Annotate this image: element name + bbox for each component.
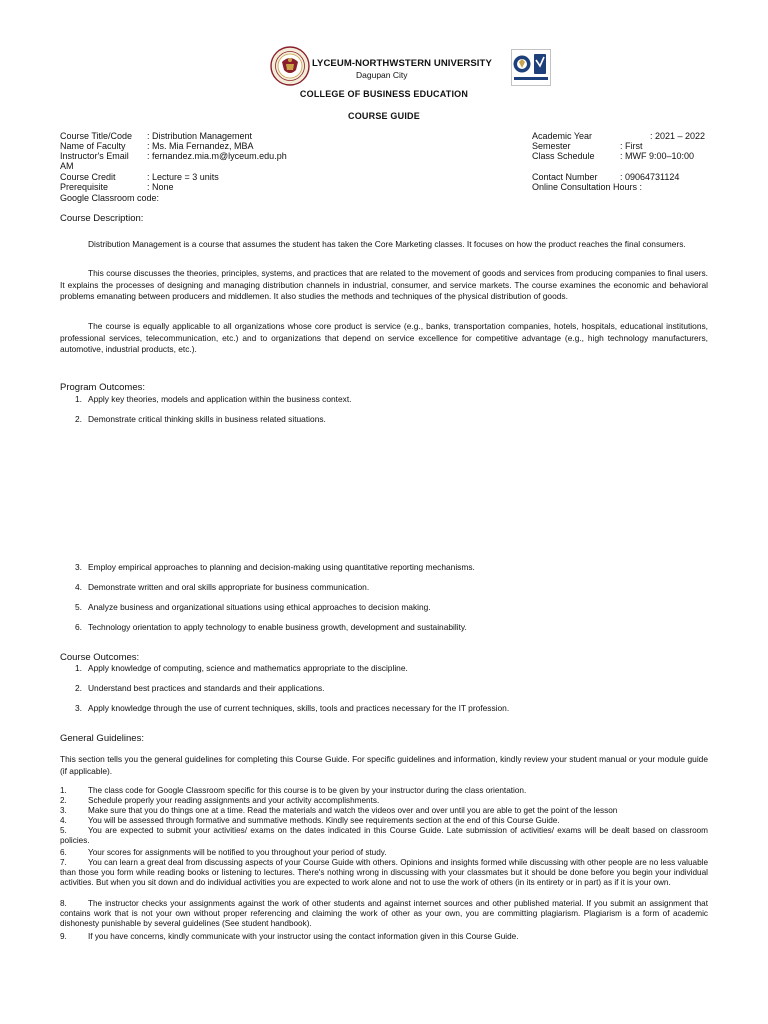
guideline-item: 8. The instructor checks your assignments against the work of other students and against internet sources and other published material. If you submit an assignment that contains work that is not your own without proper referencing and claiming the work of other as your own, you are committing plagiarism. Plagiarism is a form of academic dishonesty punishable by several guidelines (See student handbook). bbox=[60, 899, 708, 928]
course-outcomes-title: Course Outcomes: bbox=[60, 652, 140, 663]
course-description-title: Course Description: bbox=[60, 213, 144, 224]
guidelines-intro: This section tells you the general guidelines for completing this Course Guide. For specific guidelines and information, kindly review your student manual or your module guide (if applicable). bbox=[60, 754, 708, 776]
guideline-item: 3. Make sure that you do things one at a time. Read the materials and watch the videos over and over until you are able to get the point of the lesson bbox=[60, 806, 618, 815]
guideline-item: 1. The class code for Google Classroom specific for this course is to be given by your instructor during the class orientation. bbox=[60, 786, 527, 795]
list-item: 2. Understand best practices and standards and their applications. bbox=[75, 683, 325, 693]
guideline-item: 7. You can learn a great deal from discussing aspects of your Course Guide with others. Opinions and insights formed while discussing with other people are no less valuable than those you form while reading books or listening to lectures. There's nothing wrong in discussing with your classmates but it should be done before you begin your individual activities. But when you sit down and do individual activities you are expected to work alone and not to use the work of others (in its entirety or in part) as if it is your own. bbox=[60, 858, 708, 887]
university-name: LYCEUM-NORTHWSTERN UNIVERSITY bbox=[312, 58, 492, 69]
course-guide-page: LYCEUM-NORTHWSTERN UNIVERSITY Dagupan City COLLEGE OF BUSINESS EDUCATION COURSE GUIDE Course Title/Code : Distribution Management Name of Faculty : Ms. Mia Fernandez, MBA Instructor's Email : fernandez.mia.m@lyceum.edu.ph AM Course Credit : Lecture = 3 units Prerequisite : None Google Classroom code: Academic Year : 2021 – 2022 Semester : First Class Schedule : MWF 9:00–10:00 Contact Number : 09064731124 Online Consultation Hours : Course Description: Distribution Management is a course that assumes the student has taken the Core Marketing classes. It focuses on how the product reaches the final consumers. This course discusses the theories, principles, systems, and practices that are related to the movement of goods and services from producing companies to final users. It explains the processes of designing and managing distribution channels in industrial, consumer, and service markets. The course examines the economic and behavioral problems emanating between producers and middlemen. It also studies the methods and techniques of the physical distribution of goods. The course is equally applicable to all organizations whose core product is service (e.g., banks, transportation companies, hotels, hospitals, educational institutions, professional services, telecommunication, etc.) and to organizations that depend on service excellence for competitive advantage (e.g., high technology manufacturers, automotive, industrial products, etc.). Program Outcomes: 1. Apply key theories, models and application within the business context. 2. Demonstrate critical thinking skills in business related situations. 3. Employ empirical approaches to planning and decision-making using quantitative reporting mechanisms. 4. Demonstrate written and oral skills appropriate for business communication. 5. Analyze business and organizational situations using ethical approaches to decision making. 6. Technology orientation to apply technology to enable business growth, development and sustainability. Course Outcomes: 1. Apply knowledge of computing, science and mathematics appropriate to the discipline. 2. Understand best practices and standards and their applications. 3. Apply knowledge through the use of current techniques, skills, tools and practices necessary for the IT profession. General Guidelines: This section tells you the general guidelines for completing this Course Guide. For specific guidelines and information, kindly review your student manual or your module guide (if applicable). 1. The class code for Google Classroom specific for this course is to be given by your instructor during the class orientation. 2. Schedule properly your reading assignments and your activity accomplishments. 3. Make sure that you do things one at a time. Read the materials and watch the videos over and over until you are able to get the point of the lesson 4. You will be assessed through formative and summative methods. Kindly see requirements section at the end of this Course Guide. 5. You are expected to submit your activities/ exams on the dates indicated in this Course Guide. Late submission of activities/ exams will be dealt based on classroom policies. 6. Your scores for assignments will be notified to you throughout your period of study. 7. You can learn a great deal from discussing aspects of your Course Guide with others. Opinions and insights formed while discussing with other people are no less valuable than those you form while reading books or listening to lectures. There's nothing wrong in discussing with your classmates but it should be done before you begin your individual activities. But when you sit down and do individual activities you are expected to work alone and not to use the work of others (in its entirety or in part) as if it is your own. 8. The instructor checks your assignments against the work of other students and against internet sources and other published material. If you submit an assignment that contains work that is not your own without proper referencing and claiming the work of other as your own, you are committing plagiarism. Plagiarism is a form of academic dishonesty punishable by several guidelines (See student handbook). 9. If you have concerns, kindly communicate with your instructor using the contact information given in this Course Guide. bbox=[0, 0, 768, 1024]
guideline-item: 4. You will be assessed through formative and summative methods. Kindly see requirements section at the end of this Course Guide. bbox=[60, 816, 560, 825]
guideline-item: 6. Your scores for assignments will be notified to you throughout your period of study. bbox=[60, 848, 387, 857]
general-guidelines-title: General Guidelines: bbox=[60, 733, 144, 744]
guideline-item: 2. Schedule properly your reading assignments and your activity accomplishments. bbox=[60, 796, 380, 805]
list-item: 6. Technology orientation to apply technology to enable business growth, development and sustainability. bbox=[75, 622, 467, 632]
description-paragraph: Distribution Management is a course that assumes the student has taken the Core Marketing classes. It focuses on how the product reaches the final consumers. bbox=[88, 239, 686, 249]
description-paragraph: This course discusses the theories, principles, systems, and practices that are related to the movement of goods and services from producing companies to final users. It explains the processes of designing and managing distribution channels in industrial, consumer, and service markets. The course examines the economic and behavioral problems emanating between producers and middlemen. It also studies the methods and techniques of the physical distribution of goods. bbox=[60, 268, 708, 301]
university-city: Dagupan City bbox=[356, 70, 408, 80]
list-item: 2. Demonstrate critical thinking skills in business related situations. bbox=[75, 414, 326, 424]
document-title: COURSE GUIDE bbox=[348, 111, 420, 121]
list-item: 1. Apply key theories, models and application within the business context. bbox=[75, 394, 352, 404]
list-item: 5. Analyze business and organizational situations using ethical approaches to decision making. bbox=[75, 602, 431, 612]
guideline-item: 9. If you have concerns, kindly communicate with your instructor using the contact information given in this Course Guide. bbox=[60, 932, 519, 941]
list-item: 4. Demonstrate written and oral skills appropriate for business communication. bbox=[75, 582, 370, 592]
iso-certification-icon bbox=[511, 49, 551, 86]
list-item: 1. Apply knowledge of computing, science and mathematics appropriate to the discipline. bbox=[75, 663, 408, 673]
college-name: COLLEGE OF BUSINESS EDUCATION bbox=[299, 89, 469, 99]
list-item: 3. Employ empirical approaches to planning and decision-making using quantitative reporting mechanisms. bbox=[75, 562, 475, 572]
list-item: 3. Apply knowledge through the use of current techniques, skills, tools and practices necessary for the IT profession. bbox=[75, 703, 510, 713]
university-seal-icon bbox=[270, 46, 310, 86]
description-paragraph: The course is equally applicable to all organizations whose core product is service (e.g., banks, transportation companies, hotels, hospitals, educational institutions, professional services, telecommunication, etc.) and to organizations that depend on service excellence for competitive advantage (e.g., high technology manufacturers, automotive, industrial products, etc.). bbox=[60, 321, 708, 354]
guideline-item: 5. You are expected to submit your activities/ exams on the dates indicated in this Course Guide. Late submission of activities/ exams will be dealt based on classroom policies. bbox=[60, 826, 708, 845]
program-outcomes-title: Program Outcomes: bbox=[60, 382, 145, 393]
